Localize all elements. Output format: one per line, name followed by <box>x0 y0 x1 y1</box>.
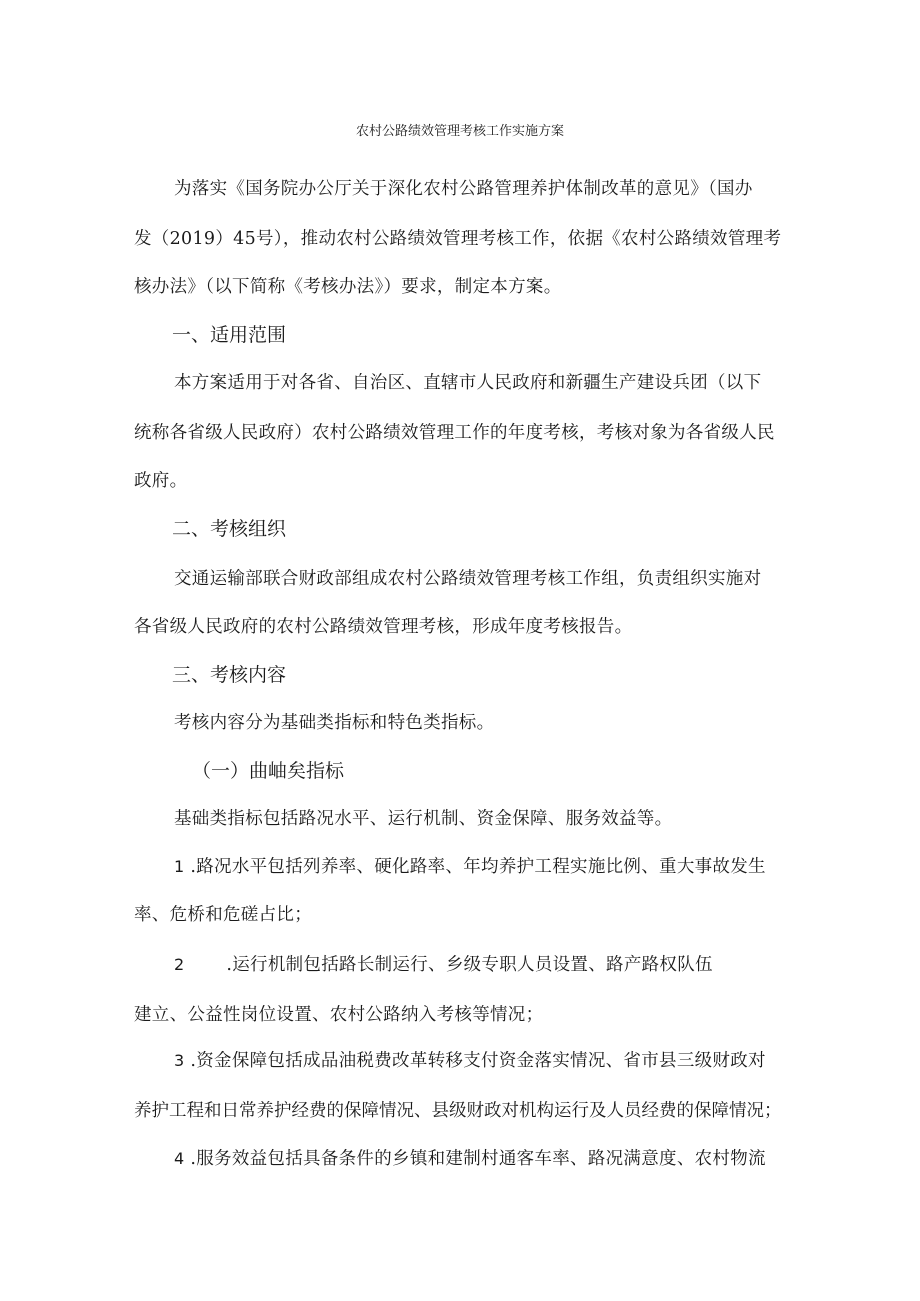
subsection-1-heading: （一）曲岫矣指标 <box>192 760 345 782</box>
item-4-text: .服务效益包括具备条件的乡镇和建制村通客车率、路况满意度、农村物流 <box>190 1149 766 1169</box>
section-1-line-1: 本方案适用于对各省、自治区、直辖市人民政府和新疆生产建设兵团（以下 <box>174 373 762 393</box>
item-3-text: .资金保障包括成品油税费改革转移支付资金落实情况、省市县三级财政对 <box>190 1051 766 1071</box>
item-2-number: 2 <box>174 955 185 974</box>
section-2-line-1: 交通运输部联合财政部组成农村公路绩效管理考核工作组，负责组织实施对 <box>174 569 762 589</box>
item-1-text: .路况水平包括列养率、硬化路率、年均养护工程实施比例、重大事故发生 <box>190 857 766 877</box>
item-4-number: 4 <box>174 1149 185 1168</box>
section-3-line-1: 考核内容分为基础类指标和特色类指标。 <box>174 713 495 733</box>
section-1-line-2: 统称各省级人民政府）农村公路绩效管理工作的年度考核，考核对象为各省级人民 <box>134 423 775 443</box>
item-1-line-1 <box>174 852 766 882</box>
item-1-line-2: 率、危桥和危磋占比； <box>134 905 312 925</box>
section-1-heading: 一、适用范围 <box>172 324 287 346</box>
section-2-line-2: 各省级人民政府的农村公路绩效管理考核，形成年度考核报告。 <box>134 617 633 637</box>
intro-line-3: 核办法》（以下简称《考核办法》）要求，制定本方案。 <box>134 277 562 297</box>
item-4-line-1 <box>174 1144 766 1174</box>
subsection-1-line-1: 基础类指标包括路况水平、运行机制、资金保障、服务效益等。 <box>174 809 673 829</box>
item-2-line-2: 建立、公益性岗位设置、农村公路纳入考核等情况； <box>134 1005 544 1025</box>
section-2-heading: 二、考核组织 <box>172 518 287 540</box>
item-2-text: .运行机制包括路长制运行、乡级专职人员设置、路产路权队伍 <box>226 955 713 975</box>
item-3-line-1 <box>174 1046 766 1076</box>
item-3-line-2: 养护工程和日常养护经费的保障情况、县级财政对机构运行及人员经费的保障情况； <box>134 1101 782 1121</box>
item-2-line-1 <box>174 950 713 980</box>
document-title: 农村公路绩效管理考核工作实施方案 <box>355 124 564 139</box>
item-1-number: 1 <box>174 857 185 876</box>
item-3-number: 3 <box>174 1051 185 1070</box>
intro-line-2: 发（2019）45号），推动农村公路绩效管理考核工作，依据《农村公路绩效管理考 <box>134 229 782 249</box>
intro-line-1: 为落实《国务院办公厅关于深化农村公路管理养护体制改革的意见》（国办 <box>174 179 753 199</box>
section-3-heading: 三、考核内容 <box>172 664 287 686</box>
section-1-line-3: 政府。 <box>134 471 188 491</box>
